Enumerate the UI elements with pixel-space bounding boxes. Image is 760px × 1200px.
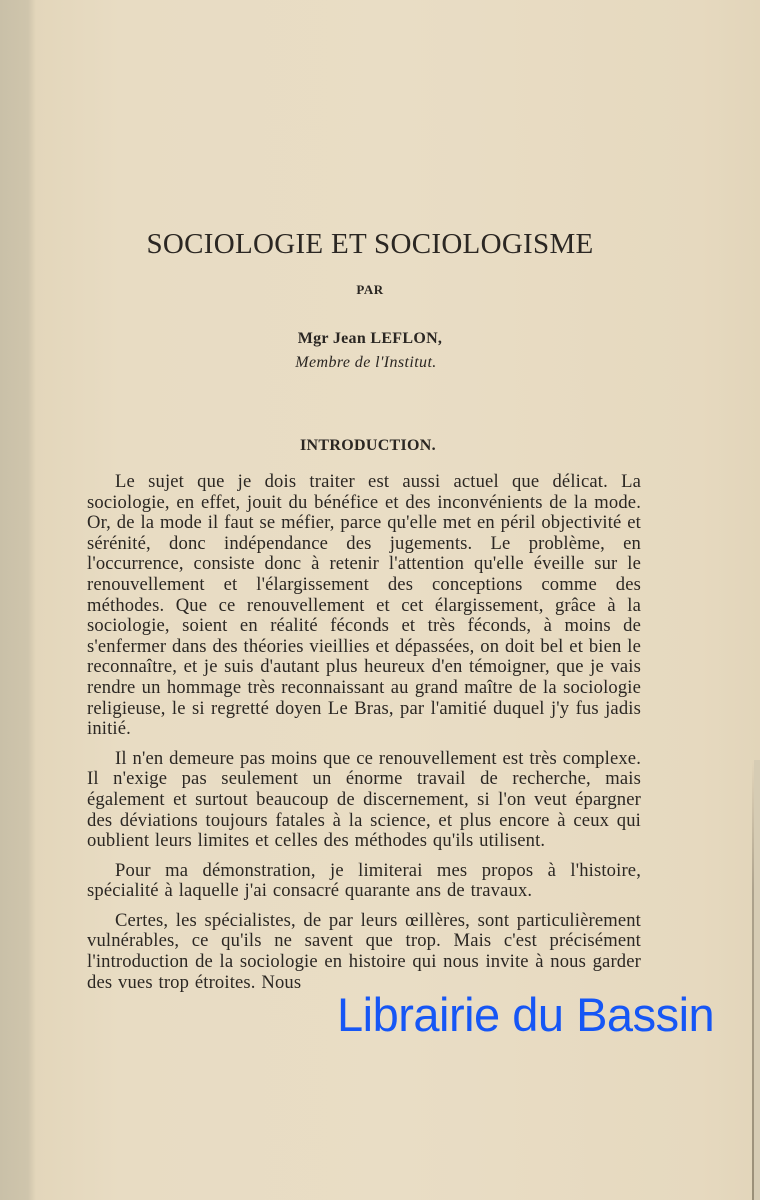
paragraph: Le sujet que je dois traiter est aussi actuel que délicat. La sociologie, en effet, jouit du bénéfice et des inconvénients de la mode. Or, de la mode il faut se méfier, parce qu'elle met en péril objectivité et sérénité, donc indépendance des jugements. Le problème, en l'occurrence, consiste donc à retenir l'attention qu'elle éveille sur le renouvellement et l'élargissement des conceptions comme des méthodes. Que ce renouvellement et cet élargissement, grâce à la sociologie, soient en réalité féconds et très féconds, à moins de s'enfermer dans des théories vieillies et dépassées, on doit bel et bien le reconnaître, et je suis d'autant plus heureux d'en témoigner, que je vais rendre un hommage très reconnaissant au grand maître de la sociologie religieuse, le si regretté doyen Le Bras, par l'amitié duquel j'y fus jadis initié. bbox=[87, 471, 641, 740]
by-label: PAR bbox=[356, 282, 384, 297]
paragraph: Pour ma démonstration, je limiterai mes propos à l'histoire, spécialité à laquelle j'ai consacré quarante ans de travaux. bbox=[87, 859, 641, 902]
paragraph: Certes, les spécialistes, de par leurs œillères, sont particulièrement vulnérables, ce qu'ils ne savent que trop. Mais c'est précisément l'introduction de la sociologie en histoire qui nous invite à nous garder des vues trop étroites. Nous bbox=[87, 909, 641, 993]
paragraph: Il n'en demeure pas moins que ce renouvellement est très complexe. Il n'exige pas seulement un énorme travail de recherche, mais également et surtout beaucoup de discernement, si l'on veut épargner des déviations toujours fatales à la science, et plus encore à ceux qui oublient leurs limites et celles des méthodes qu'ils utilisent. bbox=[87, 747, 641, 852]
author-name: Mgr Jean LEFLON, bbox=[297, 330, 443, 347]
page-edge-margin bbox=[754, 760, 760, 1200]
body-text bbox=[87, 472, 641, 993]
watermark: Librairie du Bassin bbox=[337, 988, 715, 1041]
page-edge-shadow bbox=[752, 760, 754, 1200]
article-title: SOCIOLOGIE ET SOCIOLOGISME bbox=[146, 228, 594, 261]
section-heading: INTRODUCTION. bbox=[300, 437, 436, 455]
author-affiliation: Membre de l'Institut. bbox=[295, 354, 437, 371]
